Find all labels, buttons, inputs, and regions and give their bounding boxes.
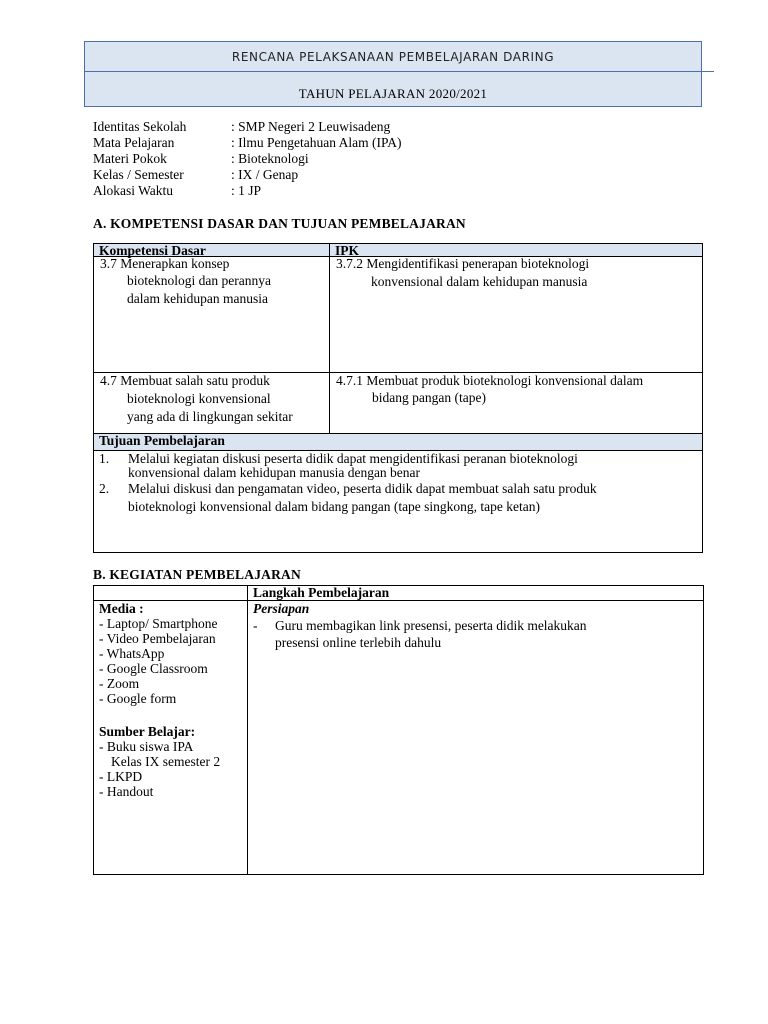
media-item: - Google form [99, 691, 177, 706]
persiapan-step: Guru membagikan link presensi, peserta didik melakukan [275, 618, 587, 633]
persiapan-step: presensi online terlebih dahulu [275, 635, 442, 650]
document-title: RENCANA PELAKSANAAN PEMBELAJARAN DARING [231, 50, 555, 64]
tujuan-item: konvensional dalam kehidupan manusia dengan benar [128, 465, 421, 480]
ipk-3-7-2: 3.7.2 Mengidentifikasi penerapan bioteknologi [336, 256, 590, 271]
media-item: - Laptop/ Smartphone [99, 616, 218, 631]
ipk-4-7-1: 4.7.1 Membuat produk bioteknologi konvensional dalam [336, 373, 644, 388]
academic-year: TAHUN PELAJARAN 2020/2021 [298, 86, 488, 101]
section-a-title: A. KOMPETENSI DASAR DAN TUJUAN PEMBELAJARAN [93, 216, 466, 231]
sumber-item: Kelas IX semester 2 [111, 754, 221, 769]
media-item: - Zoom [99, 676, 140, 691]
media-item: - WhatsApp [99, 646, 165, 661]
tujuan-header: Tujuan Pembelajaran [99, 433, 225, 448]
column-divider [329, 243, 330, 433]
row-divider [93, 600, 704, 601]
media-item: - Video Pembelajaran [99, 631, 216, 646]
media-header: Media : [99, 601, 144, 616]
ipk-4-7-1-line: bidang pangan (tape) [372, 390, 486, 405]
identity-label: Identitas Sekolah [93, 119, 187, 134]
identity-value: : 1 JP [231, 183, 262, 198]
kd-4-7-line: bioteknologi konvensional [127, 391, 271, 406]
header-divider [84, 71, 714, 72]
identity-label: Alokasi Waktu [93, 183, 174, 198]
sumber-header: Sumber Belajar: [99, 724, 196, 739]
kd-3-7-line: dalam kehidupan manusia [127, 291, 268, 306]
identity-value: : SMP Negeri 2 Leuwisadeng [231, 119, 391, 134]
kd-3-7-line: bioteknologi dan perannya [127, 273, 271, 288]
section-b-title: B. KEGIATAN PEMBELAJARAN [93, 567, 301, 582]
identity-label: Materi Pokok [93, 151, 167, 166]
tujuan-item: Melalui diskusi dan pengamatan video, peserta didik dapat membuat salah satu produk [128, 481, 597, 496]
media-item: - Google Classroom [99, 661, 208, 676]
tujuan-number: 1. [99, 451, 110, 466]
sumber-item: - LKPD [99, 769, 143, 784]
identity-label: Kelas / Semester [93, 167, 184, 182]
persiapan-bullet: - [253, 618, 258, 633]
tujuan-item: Melalui kegiatan diskusi peserta didik dapat mengidentifikasi peranan bioteknologi [128, 451, 578, 466]
ipk-3-7-2-line: konvensional dalam kehidupan manusia [371, 274, 588, 289]
tujuan-number: 2. [99, 481, 110, 496]
col-header-kd: Kompetensi Dasar [99, 243, 206, 258]
identity-value: : Ilmu Pengetahuan Alam (IPA) [231, 135, 402, 150]
col-header-ipk: IPK [335, 243, 360, 258]
kd-4-7: 4.7 Membuat salah satu produk [100, 373, 270, 388]
kd-4-7-line: yang ada di lingkungan sekitar [127, 409, 293, 424]
identity-value: : Bioteknologi [231, 151, 309, 166]
persiapan-header: Persiapan [253, 601, 310, 616]
identity-label: Mata Pelajaran [93, 135, 175, 150]
identity-value: : IX / Genap [231, 167, 299, 182]
kd-3-7: 3.7 Menerapkan konsep [100, 256, 230, 271]
tujuan-item: bioteknologi konvensional dalam bidang pangan (tape singkong, tape ketan) [128, 499, 541, 514]
sumber-item: - Buku siswa IPA [99, 739, 194, 754]
sumber-item: - Handout [99, 784, 154, 799]
column-divider [247, 585, 248, 875]
col-header-langkah: Langkah Pembelajaran [253, 585, 390, 600]
